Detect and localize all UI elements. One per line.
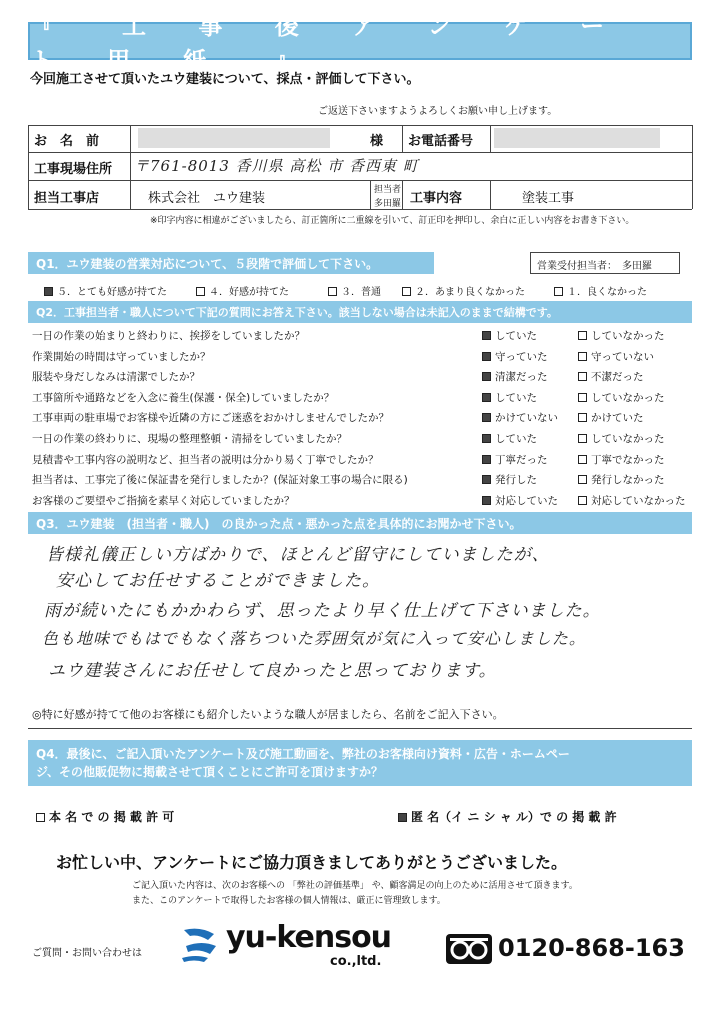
checkbox-checked-icon — [482, 496, 491, 505]
checkbox-icon — [578, 413, 587, 422]
q2-answer-yes[interactable]: 守っていた — [482, 349, 548, 364]
craftsman-note: ◎特に好感が持てて他のお客様にも紹介したいような職人が居ましたら、名前をご記入下さい。 — [32, 708, 504, 721]
q2-answer-no[interactable]: していなかった — [578, 431, 665, 446]
checkbox-checked-icon — [482, 455, 491, 464]
checkbox-icon — [36, 813, 45, 822]
q2-answer-yes[interactable]: かけていない — [482, 410, 558, 425]
logo-text: yu-kensou — [226, 920, 392, 955]
q2-answer-yes[interactable]: 丁寧だった — [482, 452, 548, 467]
return-note: ご返送下さいますようよろしくお願い申し上げます。 — [318, 106, 558, 117]
staff-value: 多田羅 — [374, 199, 402, 209]
q2-answer-yes[interactable]: していた — [482, 390, 537, 405]
checkbox-checked-icon — [482, 434, 491, 443]
checkbox-icon — [578, 475, 587, 484]
q2-row — [30, 407, 692, 427]
phone-number[interactable]: 0120-868-163 — [498, 934, 685, 962]
q2-question: 工事車両の駐車場でお客様や近隣の方にご迷惑をおかけしませんでしたか？ — [32, 412, 389, 425]
q2-question: 作業開始の時間は守っていましたか？ — [32, 350, 211, 363]
q1-option-2[interactable]: ２．あまり良くなかった — [402, 283, 525, 298]
store-value: 株式会社 ユウ建装 — [148, 191, 266, 206]
q2-row — [30, 387, 692, 407]
checkbox-checked-icon — [482, 413, 491, 422]
name-label: お 名 前 — [34, 134, 100, 149]
contact-label: ご質問・お問い合わせは — [32, 948, 142, 959]
q2-row — [30, 428, 692, 448]
q3-answer-line: 安心してお任せすることができました。 — [56, 571, 380, 591]
q2-answer-no[interactable]: 守っていない — [578, 349, 654, 364]
q3-answer-line: 雨が続いたにもかかわらず、思ったより早く仕上げて下さいました。 — [44, 601, 601, 621]
logo-subtext: co.,ltd. — [330, 954, 382, 969]
q3-answer-line: 色も地味でもはでもなく落ちついた雰囲気が気に入って安心しました。 — [42, 629, 586, 648]
q2-answer-yes[interactable]: 発行した — [482, 472, 537, 487]
q2-answer-no[interactable]: かけていた — [578, 410, 644, 425]
q2-question: 見積書や工事内容の説明など、担当者の説明は分かり易く丁寧でしたか？ — [32, 453, 379, 466]
q1-option-3[interactable]: ３．普通 — [328, 283, 381, 298]
q2-answer-no[interactable]: していなかった — [578, 390, 665, 405]
q2-answer-no[interactable]: 不潔だった — [578, 369, 644, 384]
checkbox-icon — [578, 496, 587, 505]
q1-header: Q1．ユウ建装の営業対応について、５段階で評価して下さい。 — [28, 252, 434, 274]
q2-question: お客様のご要望やご指摘を素早く対応していましたか？ — [32, 494, 295, 507]
q2-row — [30, 469, 692, 489]
checkbox-checked-icon — [482, 331, 491, 340]
checkbox-icon — [196, 287, 205, 296]
work-label: 工事内容 — [410, 191, 463, 206]
checkbox-checked-icon — [482, 393, 491, 402]
q2-row — [30, 449, 692, 469]
q2-row — [30, 325, 692, 345]
checkbox-icon — [578, 393, 587, 402]
q2-row — [30, 490, 692, 510]
q2-answer-no[interactable]: していなかった — [578, 328, 665, 343]
phone-redacted — [494, 128, 660, 148]
checkbox-icon — [578, 352, 587, 361]
thanks-message: お忙しい中、アンケートにご協力頂きましてありがとうございました。 — [56, 853, 568, 872]
name-redacted — [138, 128, 330, 148]
q4-option-anonymous[interactable]: 匿 名（イ ニ シ ャ ル）で の 掲 載 許 — [398, 808, 617, 825]
q2-answer-yes[interactable]: していた — [482, 431, 537, 446]
checkbox-icon — [554, 287, 563, 296]
q2-answer-yes[interactable]: していた — [482, 328, 537, 343]
q4-label-line: ジ、その他販促物に掲載させて頂くことにご許可を頂けますか？ — [36, 765, 384, 779]
q2-answer-no[interactable]: 対応していなかった — [578, 493, 686, 508]
footer-note: また、このアンケートで取得したお客様の個人情報は、厳正に管理致します。 — [132, 896, 446, 906]
q2-row — [30, 346, 692, 366]
q3-answer-line: 皆様礼儀正しい方ばかりで、ほとんど留守にしていましたが、 — [46, 545, 550, 565]
checkbox-checked-icon — [482, 352, 491, 361]
q2-header: Q2．工事担当者・職人について下記の質問にお答え下さい。該当しない場合は未記入のままで結構です。 — [28, 301, 692, 323]
intro-text: 今回施工させて頂いたユウ建装について、採点・評価して下さい。 — [30, 72, 420, 87]
sama-label: 様 — [370, 134, 384, 149]
checkbox-icon — [402, 287, 411, 296]
q1-option-1[interactable]: １．良くなかった — [554, 283, 647, 298]
checkbox-checked-icon — [44, 287, 53, 296]
checkbox-icon — [578, 434, 587, 443]
checkbox-icon — [578, 455, 587, 464]
q3-answer-line: ユウ建装さんにお任せして良かったと思っております。 — [48, 661, 497, 681]
q2-question: 担当者は、工事完了後に保証書を発行しましたか？(保証対象工事の場合に限る) — [32, 474, 408, 487]
site-value: 〒761-8013 香川県 高松 市 香西東 町 — [134, 157, 419, 175]
q4-header — [28, 740, 692, 786]
info-note: ※印字内容に相違がございましたら、訂正箇所に二重線を引いて、訂正印を押印し、余白に正しい内容をお書き下さい。 — [150, 216, 635, 226]
site-label: 工事現場住所 — [34, 162, 113, 177]
q2-question: 服装や身だしなみは清潔でしたか？ — [32, 371, 200, 384]
footer-note: ご記入頂いた内容は、次のお客様への 「弊社の評価基準」 や、顧客満足の向上のために活用させて頂きます。 — [132, 881, 578, 891]
staff-label: 担当者 — [374, 185, 402, 195]
checkbox-icon — [328, 287, 337, 296]
q2-answer-no[interactable]: 丁寧でなかった — [578, 452, 665, 467]
q1-option-5[interactable]: ５．とても好感が持てた — [44, 283, 167, 298]
q2-question: 一日の作業の始まりと終わりに、挨拶をしていましたか？ — [32, 330, 305, 342]
q2-answer-yes[interactable]: 対応していた — [482, 493, 558, 508]
q3-header: Q3．ユウ建装 (担当者・職人) の良かった点・悪かった点を具体的にお聞かせ下さい。 — [28, 512, 692, 534]
checkbox-checked-icon — [482, 372, 491, 381]
store-label: 担当工事店 — [34, 191, 100, 206]
q2-answer-yes[interactable]: 清潔だった — [482, 369, 548, 384]
q4-label-line: Q4．最後に、ご記入頂いたアンケート及び施工動画を、弊社のお客様向け資料・広告・ホームペー — [36, 747, 570, 761]
q1-option-4[interactable]: ４．好感が持てた — [196, 283, 289, 298]
q2-answer-no[interactable]: 発行しなかった — [578, 472, 665, 487]
freedial-icon — [446, 934, 492, 964]
checkbox-checked-icon — [482, 475, 491, 484]
q2-row — [30, 366, 692, 386]
q1-staff: 営業受付担当者： 多田羅 — [530, 252, 680, 274]
page-title: 『 工 事 後 ア ン ケ ー ト 用 紙 』 — [28, 22, 692, 60]
checkbox-icon — [578, 372, 587, 381]
checkbox-icon — [578, 331, 587, 340]
work-value: 塗装工事 — [522, 191, 575, 206]
q4-option-real-name[interactable]: 本 名 で の 掲 載 許 可 — [36, 808, 174, 825]
q2-question: 一日の作業の終わりに、現場の整理整頓・清掃をしていましたか？ — [32, 433, 347, 445]
checkbox-checked-icon — [398, 813, 407, 822]
q2-question: 工事箇所や通路などを入念に養生(保護・保全)していましたか？ — [32, 391, 335, 404]
phone-label: お電話番号 — [408, 134, 474, 149]
company-logo-icon — [178, 924, 222, 964]
